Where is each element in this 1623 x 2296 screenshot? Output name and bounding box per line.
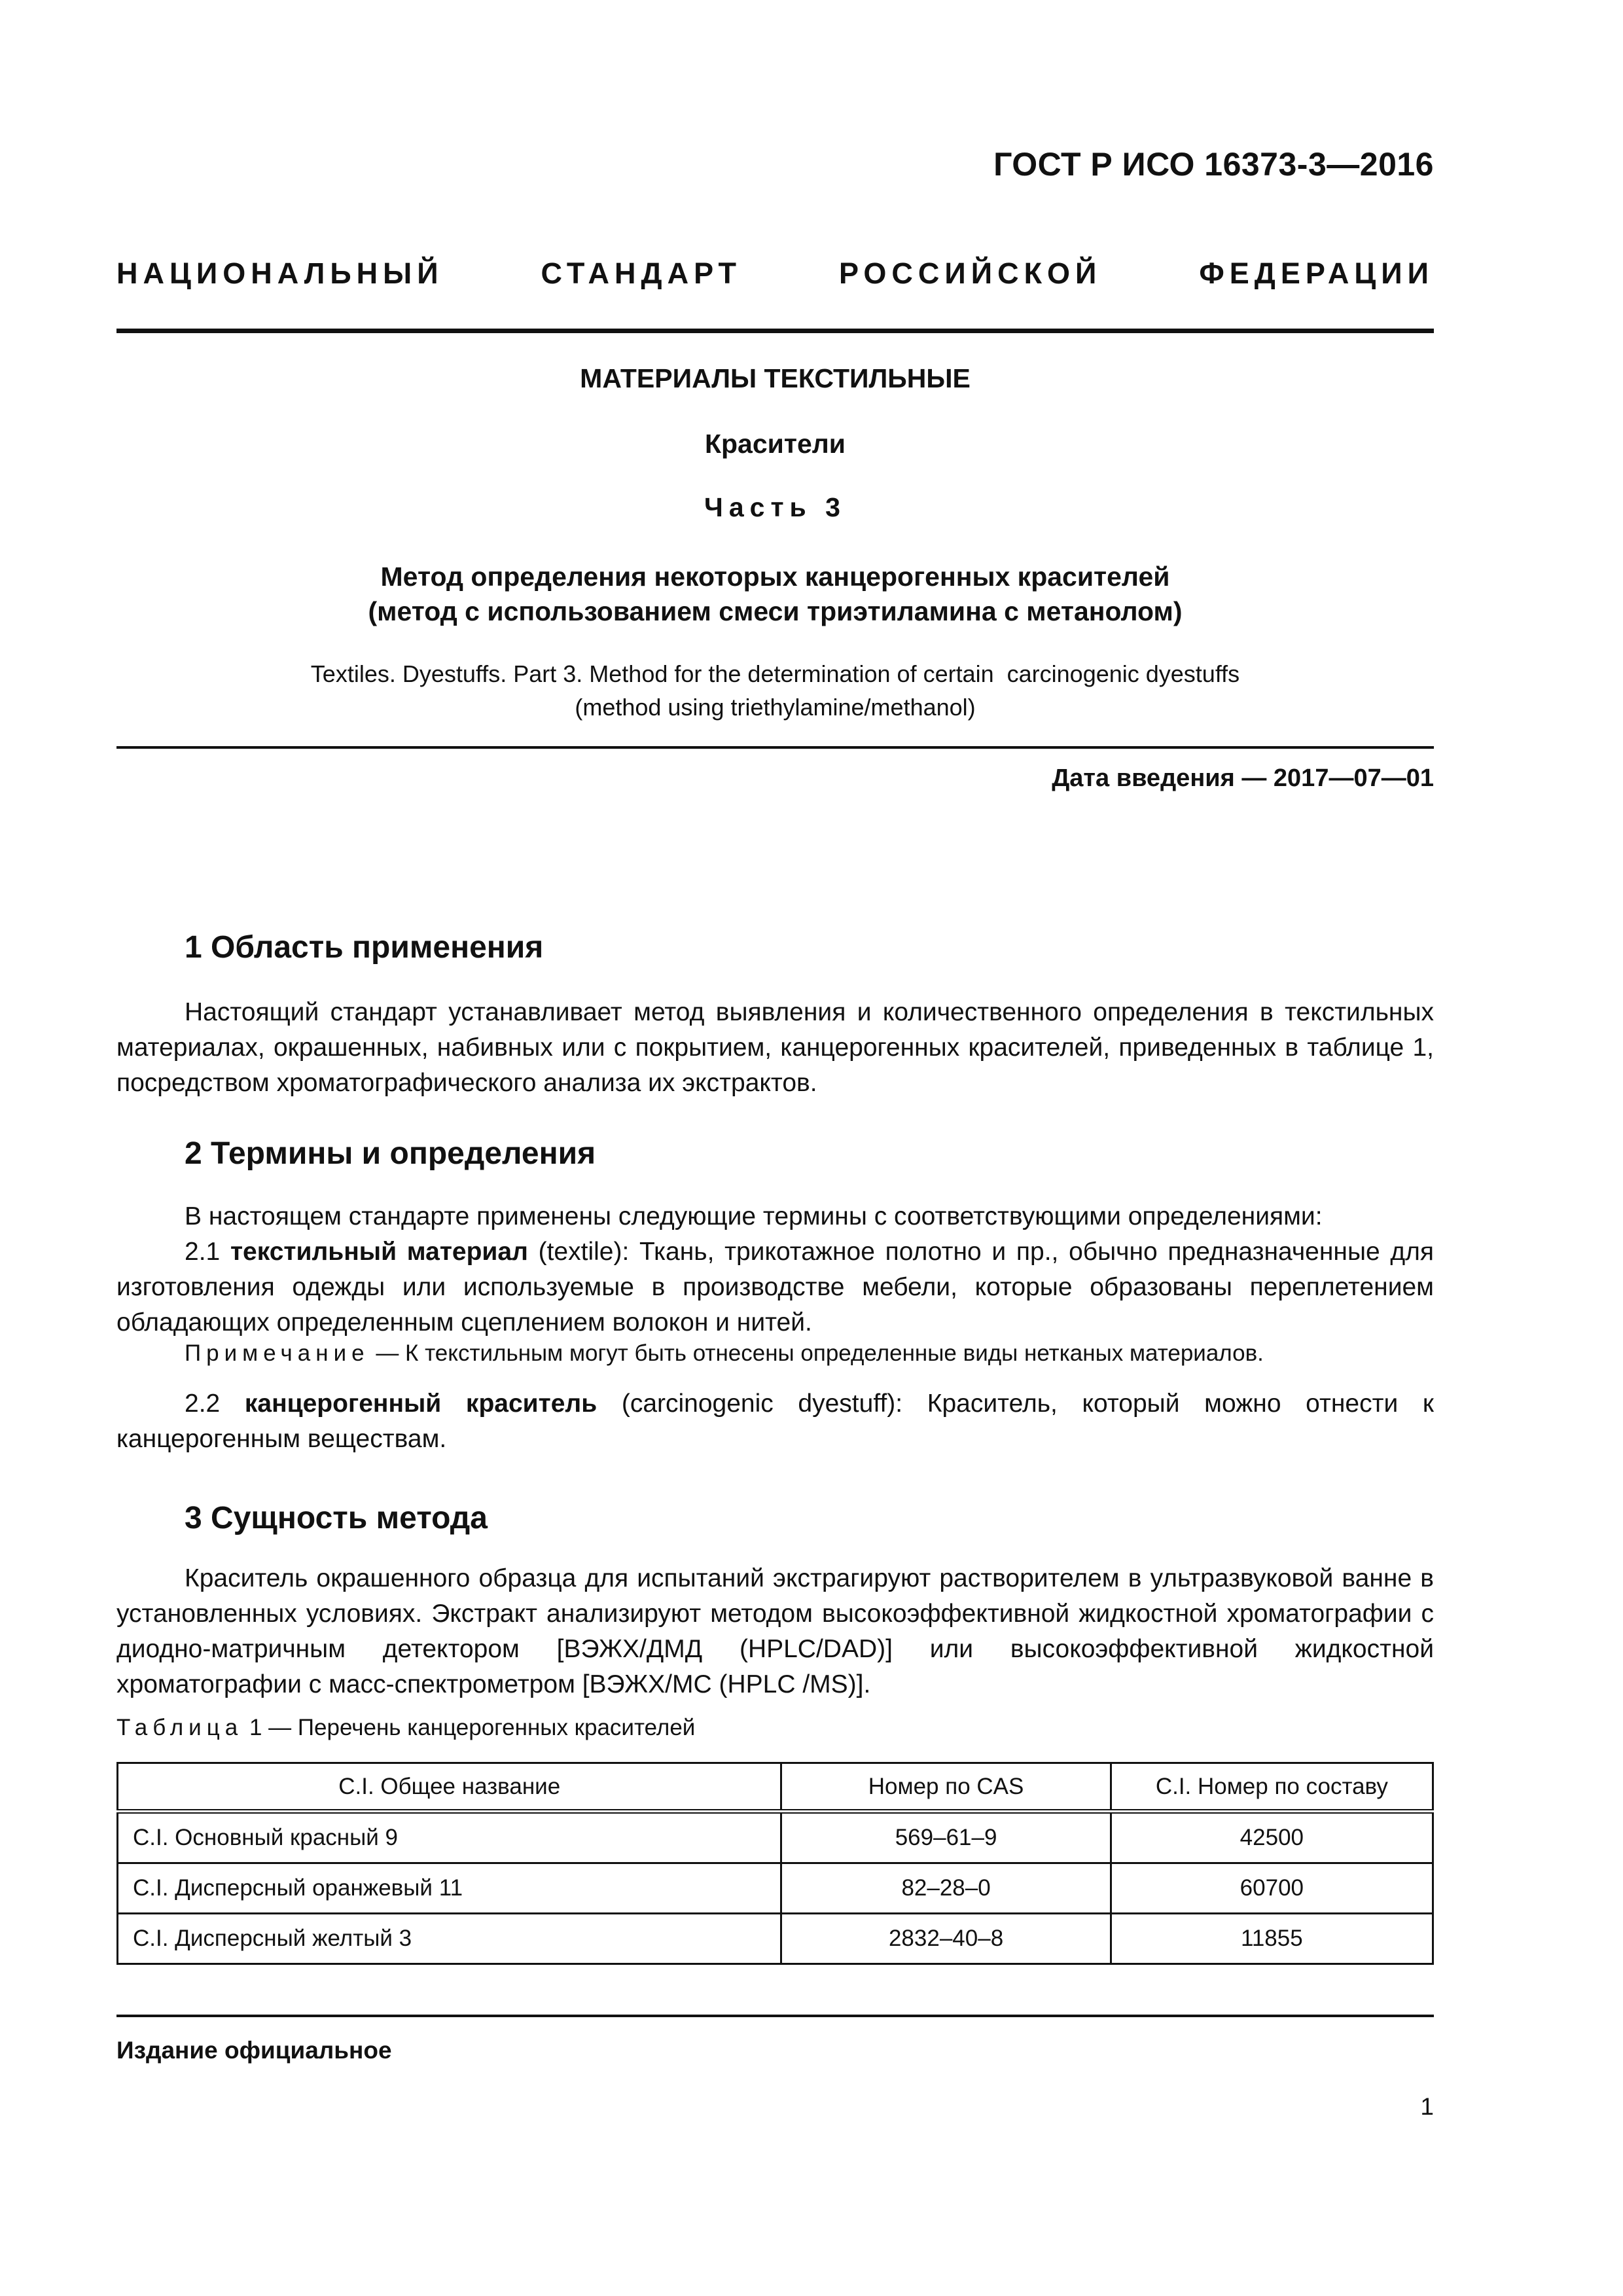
term-definition — [116, 1234, 1434, 1340]
section-3-heading: 3 Сущность метода — [185, 1501, 488, 1535]
term-definition — [116, 1386, 1434, 1457]
paragraph: Краситель окрашенного образца для испытаний экстрагируют растворителем в ультразвуковой ванне в установленных условиях. Экстракт анализируют методом высокоэффективной жидкостной хроматографии с диодно-матричным детектором [ВЭЖХ/ДМД (HPLC/DAD)] или высокоэффективной жидкостной хроматографии с масс-спектрометром [ВЭЖХ/МС (HPLC /MS)]. — [116, 1564, 1434, 1698]
title-method-line: (метод с использованием смеси триэтиламина с метанолом) — [368, 596, 1183, 626]
banner-word: РОССИЙСКОЙ — [838, 257, 1102, 290]
table-cell: C.I. Дисперсный оранжевый 11 — [118, 1863, 781, 1914]
national-standard-banner — [116, 257, 1434, 291]
title-english-line: (method using triethylamine/methanol) — [575, 694, 976, 721]
official-edition-label: Издание официальное — [116, 2037, 392, 2064]
column-header: C.I. Номер по составу — [1111, 1763, 1433, 1812]
table-cell: 60700 — [1111, 1863, 1433, 1914]
section-1-text — [116, 995, 1434, 1101]
table-caption — [116, 1715, 695, 1741]
title-method-line: Метод определения некоторых канцерогенных красителей — [380, 562, 1170, 592]
banner-word: НАЦИОНАЛЬНЫЙ — [116, 257, 444, 290]
term-number: 2.2 — [185, 1390, 221, 1418]
title-part: Часть 3 — [704, 492, 846, 522]
title-main: МАТЕРИАЛЫ ТЕКСТИЛЬНЫЕ — [580, 363, 971, 393]
page-number: 1 — [1420, 2093, 1434, 2120]
title-method — [116, 560, 1434, 629]
title-english — [116, 657, 1434, 724]
term-name: текстильный материал — [230, 1238, 528, 1266]
table-cell: 11855 — [1111, 1914, 1433, 1964]
table-row — [118, 1812, 1433, 1863]
column-header: C.I. Общее название — [118, 1763, 781, 1812]
section-3-text — [116, 1561, 1434, 1702]
table-row — [118, 1863, 1433, 1914]
section-2-heading: 2 Термины и определения — [185, 1136, 596, 1171]
table-caption-text: 1 — Перечень канцерогенных красителей — [243, 1715, 696, 1740]
title-sub: Красители — [704, 429, 846, 459]
term-name: канцерогенный краситель — [244, 1390, 597, 1418]
term-text: (textile): Ткань, трикотажное полотно и пр., обычно предназначенные для изготовления одежды или используемые в производстве мебели, которые образованы переплетением обладающих определенным сцеплением волокон и нитей. — [116, 1238, 1435, 1336]
title-english-line: Textiles. Dyestuffs. Part 3. Method for the determination of certain carcinogenic dyestuffs — [310, 660, 1240, 687]
table-row — [118, 1914, 1433, 1964]
footer-divider — [116, 2015, 1434, 2017]
table-header-row — [118, 1763, 1433, 1812]
table-cell: C.I. Дисперсный желтый 3 — [118, 1914, 781, 1964]
note-text: — К текстильным могут быть отнесены определенные виды нетканых материалов. — [369, 1340, 1264, 1366]
table-cell: C.I. Основный красный 9 — [118, 1812, 781, 1863]
banner-word: СТАНДАРТ — [541, 257, 742, 290]
title-divider — [116, 746, 1434, 749]
section-2-term-2 — [116, 1386, 1434, 1457]
table-cell: 42500 — [1111, 1812, 1433, 1863]
table-cell: 82–28–0 — [781, 1863, 1111, 1914]
section-2-text — [116, 1199, 1434, 1340]
introduction-date: Дата введения — 2017—07—01 — [1052, 764, 1434, 792]
note-label: Примечание — [185, 1340, 370, 1366]
banner-word: ФЕДЕРАЦИИ — [1199, 257, 1434, 290]
table-cell: 2832–40–8 — [781, 1914, 1111, 1964]
header-divider — [116, 329, 1434, 333]
column-header: Номер по CAS — [781, 1763, 1111, 1812]
table-caption-label: Таблица — [116, 1715, 243, 1740]
paragraph: В настоящем стандарте применены следующие термины с соответствующими определениями: — [185, 1202, 1323, 1230]
note — [116, 1340, 1434, 1367]
table-cell: 569–61–9 — [781, 1812, 1111, 1863]
dyestuffs-table — [116, 1762, 1434, 1965]
term-text: (carcinogenic dyestuff): Краситель, который можно отнести к канцерогенным веществам. — [116, 1390, 1434, 1453]
standard-designation: ГОСТ Р ИСО 16373-3—2016 — [993, 146, 1434, 183]
section-1-heading: 1 Область применения — [185, 930, 544, 965]
term-number: 2.1 — [185, 1238, 221, 1266]
paragraph: Настоящий стандарт устанавливает метод выявления и количественного определения в текстильных материалах, окрашенных, набивных или с покрытием, канцерогенных красителей, приведенных в таблице 1, посредством хроматографического анализа их экстрактов. — [116, 998, 1434, 1097]
